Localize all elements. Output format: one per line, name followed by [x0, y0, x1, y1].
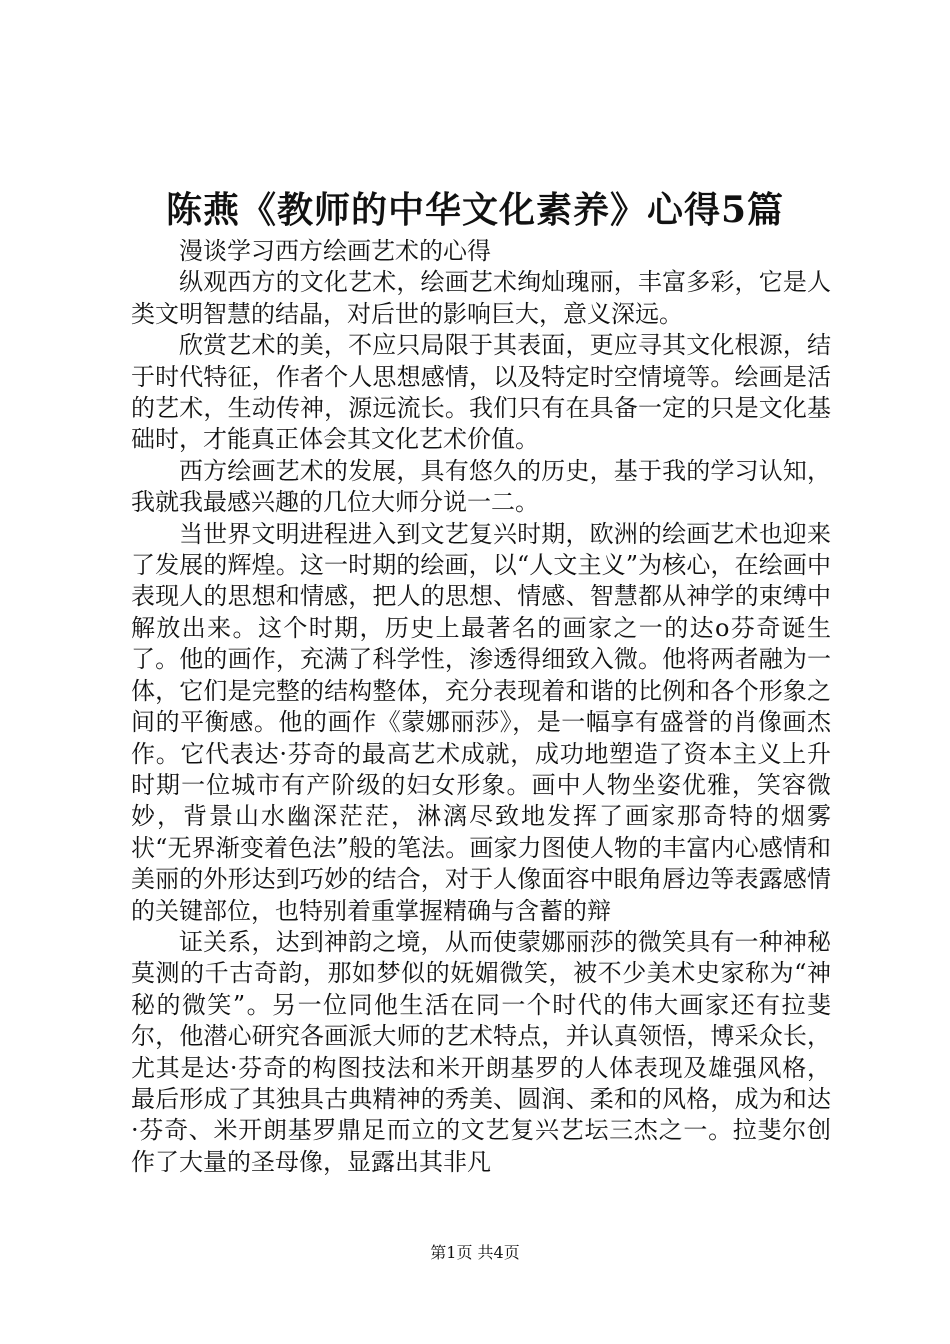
- paragraph: 纵观西方的文化艺术，绘画艺术绚灿瑰丽，丰富多彩，它是人类文明智慧的结晶，对后世的影响巨大，意义深远。: [131, 268, 831, 328]
- document-body: [131, 236, 831, 1178]
- paragraph-subtitle: 漫谈学习西方绘画艺术的心得: [179, 237, 491, 265]
- paragraph: 西方绘画艺术的发展，具有悠久的历史，基于我的学习认知，我就我最感兴趣的几位大师分说一二。: [131, 456, 831, 517]
- document-title: 陈燕《教师的中华文化素养》心得5篇: [165, 189, 785, 231]
- paragraph: 证关系，达到神韵之境，从而使蒙娜丽莎的微笑具有一种神秘莫测的千古奇韵，那如梦似的妩媚微笑，被不少美术史家称为“神秘的微笑”。另一位同他生活在同一个时代的伟大画家还有拉斐尔，他潜心研究各画派大师的艺术特点，并认真领悟，博采众长，尤其是达·芬奇的构图技法和米开朗基罗的人体表现及雄强风格，最后形成了其独具古典精神的秀美、圆润、柔和的风格，成为和达·芬奇、米开朗基罗鼎足而立的文艺复兴艺坛三杰之一。拉斐尔创作了大量的圣母像，显露出其非凡: [131, 927, 831, 1176]
- paragraph: 当世界文明进程进入到文艺复兴时期，欧洲的绘画艺术也迎来了发展的辉煌。这一时期的绘画，以“人文主义”为核心，在绘画中表现人的思想和情感，把人的思想、情感、智慧都从神学的束缚中解放出来。这个时期，历史上最著名的画家之一的达o芬奇诞生了。他的画作，充满了科学性，渗透得细致入微。他将两者融为一体，它们是完整的结构整体，充分表现着和谐的比例和各个形象之间的平衡感。他的画作《蒙娜丽莎》，是一幅享有盛誉的肖像画杰作。它代表达·芬奇的最高艺术成就，成功地塑造了资本主义上升时期一位城市有产阶级的妇女形象。画中人物坐姿优雅，笑容微妙，背景山水幽深茫茫，淋漓尽致地发挥了画家那奇特的烟雾状“无界渐变着色法”般的笔法。画家力图使人物的丰富内心感情和美丽的外形达到巧妙的结合，对于人像面容中眼角唇边等表露感情的关键部位，也特别着重掌握精确与含蓄的辩: [131, 519, 831, 925]
- page-number-footer: 第1页 共4页: [430, 1243, 520, 1262]
- paragraph: 欣赏艺术的美，不应只局限于其表面，更应寻其文化根源，结于时代特征，作者个人思想感情，以及特定时空情境等。绘画是活的艺术，生动传神，源远流长。我们只有在具备一定的只是文化基础时，才能真正体会其文化艺术价值。: [131, 331, 831, 454]
